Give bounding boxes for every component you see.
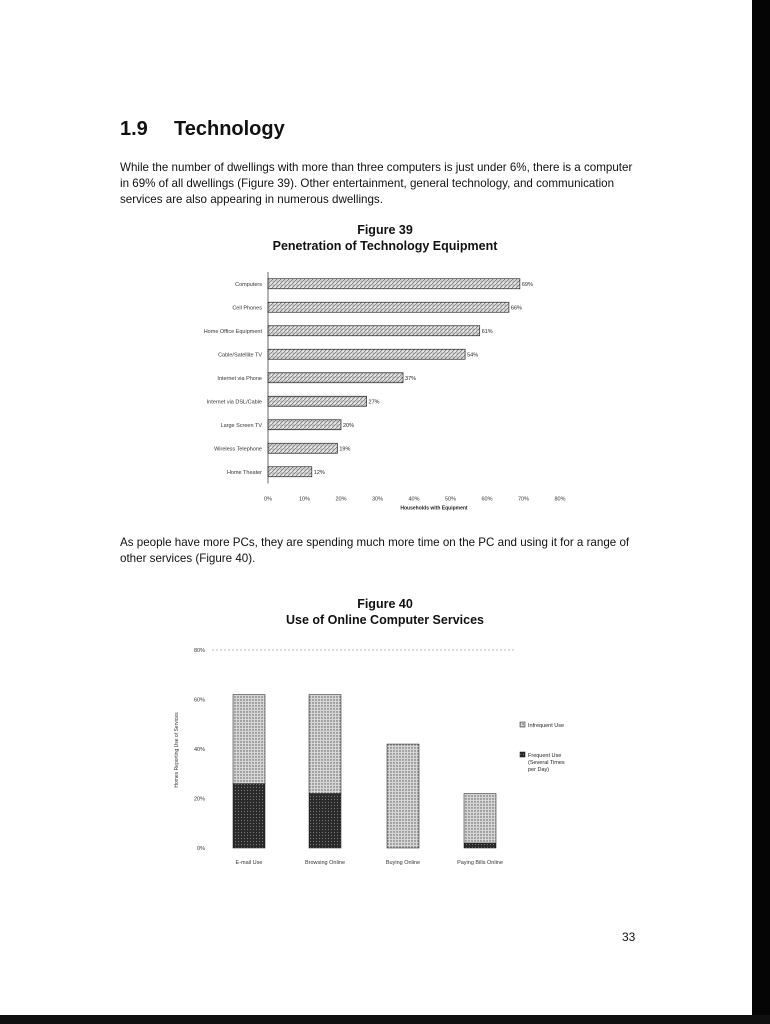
paragraph-pc-use: As people have more PCs, they are spending much more time on the PC and using it for a range of other services (Figure 40). <box>120 536 630 565</box>
fig39-x-tick-label: 20% <box>335 496 347 503</box>
figure39-title: Penetration of Technology Equipment <box>272 239 498 253</box>
fig39-x-tick-label: 80% <box>554 496 566 503</box>
fig40-legend-swatch <box>520 752 525 757</box>
fig39-x-tick-label: 70% <box>517 496 530 503</box>
fig39-category-label: Home Theater <box>226 469 262 476</box>
fig39-category-label: Cell Phones <box>232 305 262 312</box>
fig39-x-tick-label: 50% <box>444 496 457 503</box>
fig40-bar-segment <box>464 794 496 844</box>
fig40-category-label: Buying Online <box>385 860 421 866</box>
fig39-x-tick-label: 30% <box>371 496 384 503</box>
fig40-y-tick-label: 40% <box>193 747 205 753</box>
figure39-label: Figure 39 <box>357 223 413 237</box>
fig39-x-tick-label: 40% <box>408 496 420 503</box>
fig40-category-label: Browsing Online <box>304 860 346 866</box>
fig39-value-label: 19% <box>339 446 351 453</box>
fig40-bar-segment <box>309 794 341 848</box>
page-number: 33 <box>622 930 636 944</box>
fig40-y-tick-label: 0% <box>197 846 205 852</box>
fig39-x-axis-title: Households with Equipment <box>400 505 468 512</box>
fig39-category-label: Internet via Phone <box>217 375 262 382</box>
fig39-value-label: 27% <box>368 399 380 406</box>
fig40-bar-segment <box>233 784 265 848</box>
fig40-bar-segment <box>387 744 419 848</box>
fig39-x-tick-label: 0% <box>264 496 272 503</box>
fig40-y-tick-label: 20% <box>193 796 205 803</box>
fig39-value-label: 69% <box>521 281 533 288</box>
fig39-x-tick-label: 60% <box>481 496 493 503</box>
fig39-value-label: 66% <box>510 305 522 312</box>
fig40-y-tick-label: 60% <box>193 697 205 704</box>
fig39-value-label: 54% <box>467 352 479 359</box>
fig40-category-label: Paying Bills Online <box>457 860 503 866</box>
fig39-category-label: Large Screen TV <box>220 422 262 429</box>
paragraph-intro: While the number of dwellings with more than three computers is just under 6%, there is a computer in 69% of all dwellings (Figure 39). Other entertainment, general technology, and communication services are also appearing in numerous dwellings. <box>120 161 633 206</box>
fig40-category-label: E-mail Use <box>235 860 263 866</box>
section-number: 1.9 <box>120 118 148 140</box>
fig39-value-label: 61% <box>481 328 493 335</box>
fig39-category-label: Cable/Satellite TV <box>218 352 262 359</box>
fig40-bar-segment <box>309 695 341 794</box>
section-title: Technology <box>174 118 285 140</box>
fig39-value-label: 12% <box>313 469 325 476</box>
fig39-category-label: Home Office Equipment <box>203 328 262 335</box>
fig39-category-label: Computers <box>235 281 262 288</box>
fig40-legend-label: Frequent Use (Several Times per Day) <box>528 753 565 773</box>
fig40-bar-segment <box>464 843 496 848</box>
figure40-label: Figure 40 <box>357 597 413 611</box>
fig39-value-label: 37% <box>405 375 417 382</box>
fig40-legend-label: Infrequent Use <box>528 723 565 729</box>
fig40-y-tick-label: 80% <box>193 648 205 654</box>
fig40-y-axis-title: Homes Reporting Use of Services <box>174 712 180 788</box>
figure40-title: Use of Online Computer Services <box>286 613 484 627</box>
fig40-bar-segment <box>233 695 265 784</box>
fig39-category-label: Internet via DSL/Cable <box>206 399 262 406</box>
fig39-x-tick-label: 10% <box>298 496 311 503</box>
fig39-category-label: Wireless Telephone <box>214 446 262 453</box>
fig39-value-label: 20% <box>343 422 355 429</box>
fig40-legend-swatch <box>520 722 525 727</box>
